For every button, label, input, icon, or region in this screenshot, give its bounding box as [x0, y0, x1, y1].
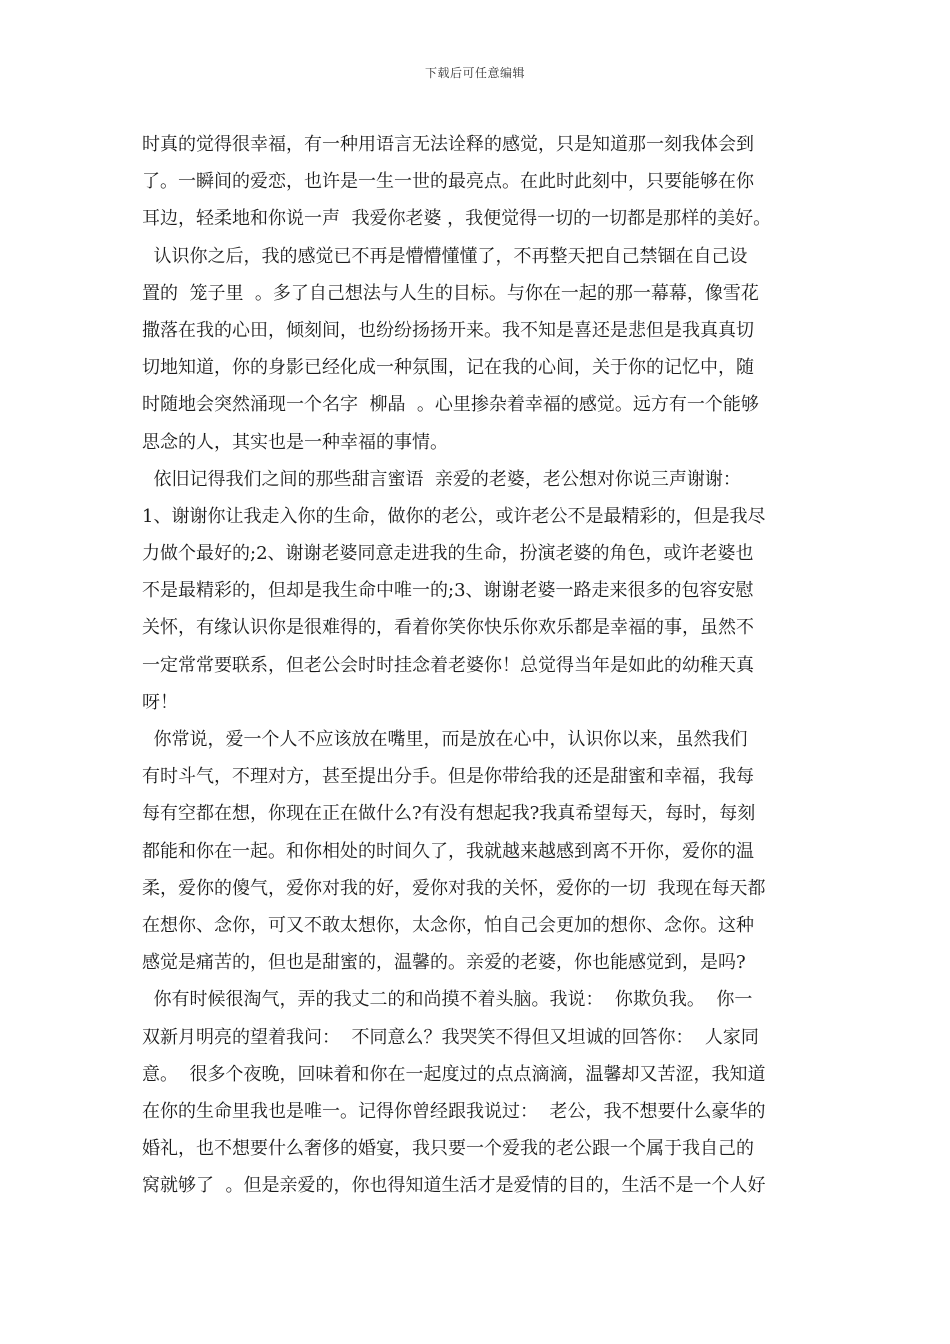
text-line: 认识你之后，我的感觉已不再是懵懵懂懂了，不再整天把自己禁锢在自己设 — [142, 245, 748, 267]
text-line: 在想你、念你，可又不敢太想你，太念你，怕自己会更加的想你、念你。这种 — [142, 914, 754, 936]
text-line: 每有空都在想，你现在正在做什么?有没有想起我?我真希望每天，每时，每刻 — [142, 803, 756, 825]
text-line: 你常说，爱一个人不应该放在嘴里，而是放在心中，认识你以来，虽然我们 — [142, 729, 748, 750]
text-line: 呀！ — [142, 691, 178, 713]
text-line: 在你的生命里我也是唯一。记得你曾经跟我说过： 老公，我不想要什么豪华的 — [142, 1100, 766, 1122]
text-line: 意。 很多个夜晚，回味着和你在一起度过的点点滴滴，温馨却又苦涩，我知道 — [142, 1063, 766, 1085]
text-line: 不是最精彩的，但却是我生命中唯一的;3、谢谢老婆一路走来很多的包容安慰 — [142, 580, 754, 602]
text-line: 时真的觉得很幸福，有一种用语言无法诠释的感觉，只是知道那一刻我体会到 — [142, 134, 754, 155]
text-line: 思念的人，其实也是一种幸福的事情。 — [142, 431, 448, 453]
text-line: 婚礼，也不想要什么奢侈的婚宴，我只要一个爱我的老公跟一个属于我自己的 — [142, 1138, 754, 1160]
text-line: 耳边，轻柔地和你说一声 我爱你老婆 ，我便觉得一切的一切都是那样的美好。 — [142, 208, 772, 230]
text-line: 有时斗气，不理对方，甚至提出分手。但是你带给我的还是甜蜜和幸福，我每 — [142, 766, 754, 788]
text-line: 你有时候很淘气，弄的我丈二的和尚摸不着头脑。我说： 你欺负我。 你一 — [142, 989, 753, 1011]
text-line: 力做个最好的;2、谢谢老婆同意走进我的生命，扮演老婆的角色，或许老婆也 — [142, 543, 754, 565]
text-line: 感觉是痛苦的，但也是甜蜜的，温馨的。亲爱的老婆，你也能感觉到，是吗? — [142, 952, 746, 974]
text-line: 依旧记得我们之间的那些甜言蜜语 亲爱的老婆，老公想对你说三声谢谢： — [142, 468, 741, 490]
text-line: 关怀，有缘认识你是很难得的，看着你笑你快乐你欢乐都是幸福的事，虽然不 — [142, 617, 754, 639]
text-line: 柔，爱你的傻气，爱你对我的好，爱你对我的关怀，爱你的一切 我现在每天都 — [142, 877, 766, 899]
text-line: 双新月明亮的望着我问： 不同意么？我哭笑不得但又坦诚的回答你： 人家同 — [142, 1026, 759, 1048]
text-line: 时随地会突然涌现一个名字 柳晶 。心里掺杂着幸福的感觉。远方有一个能够 — [142, 394, 759, 416]
document-body — [142, 126, 810, 1204]
text-line: 置的 笼子里 。多了自己想法与人生的目标。与你在一起的那一幕幕，像雪花 — [142, 282, 759, 304]
text-line: 一定常常要联系，但老公会时时挂念着老婆你！总觉得当年是如此的幼稚天真 — [142, 654, 754, 676]
text-line: 了。一瞬间的爱恋，也许是一生一世的最亮点。在此时此刻中，只要能够在你 — [142, 171, 754, 193]
text-line: 切地知道，你的身影已经化成一种氛围，记在我的心间，关于你的记忆中，随 — [142, 357, 754, 379]
text-line: 撒落在我的心田，倾刻间，也纷纷扬扬开来。我不知是喜还是悲但是我真真切 — [142, 319, 754, 341]
text-line: 都能和你在一起。和你相处的时间久了，我就越来越感到离不开你，爱你的温 — [142, 840, 754, 862]
header-note: 下载后可任意编辑 — [424, 66, 525, 80]
text-line: 窝就够了 。但是亲爱的，你也得知道生活才是爱情的目的，生活不是一个人好 — [142, 1175, 766, 1197]
text-line: 1、谢谢你让我走入你的生命，做你的老公，或许老公不是最精彩的，但是我尽 — [142, 505, 766, 527]
